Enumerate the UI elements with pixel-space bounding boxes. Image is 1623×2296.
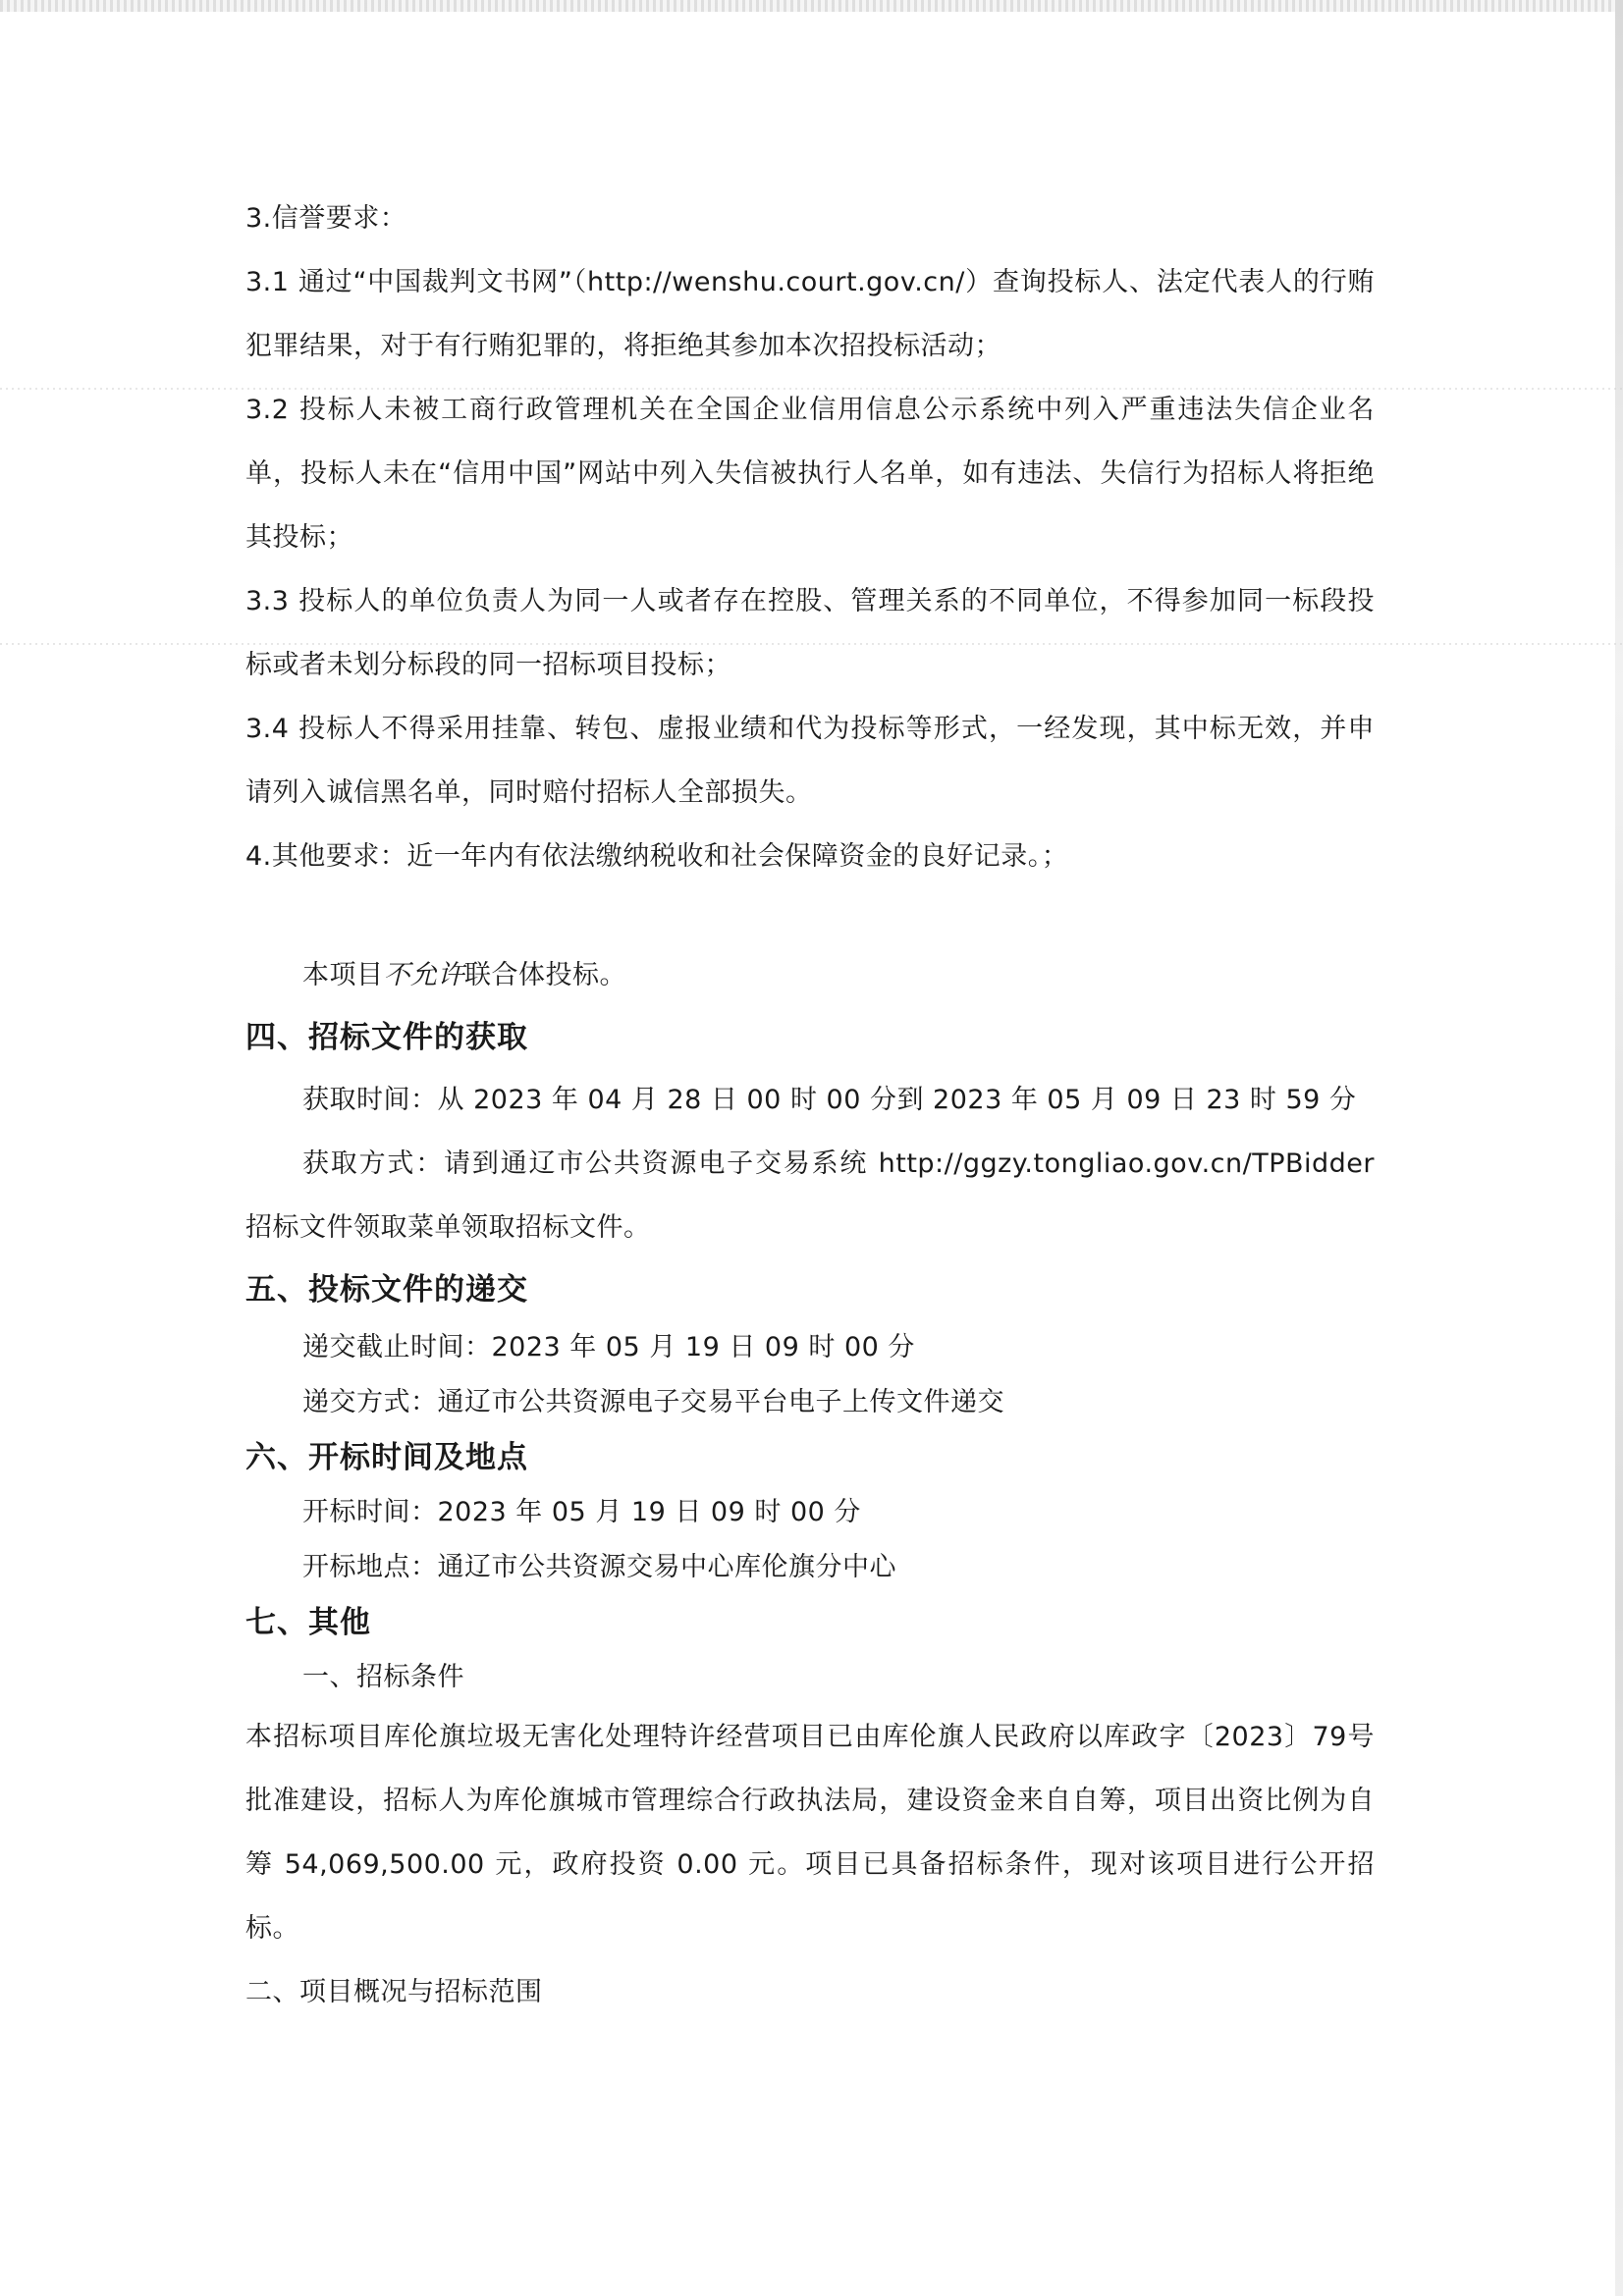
consortium-suffix: 联合体投标。 — [464, 960, 626, 990]
spacer — [245, 888, 1375, 943]
acquire-method: 获取方式：请到通辽市公共资源电子交易系统 http://ggzy.tongliao.gov.cn/TPBidder 招标文件领取菜单领取招标文件。 — [245, 1148, 1375, 1243]
clause-3-1: 3.1 通过“中国裁判文书网”（http://wenshu.court.gov.cn/）查询投标人、法定代表人的行贿犯罪结果，对于有行贿犯罪的，将拒绝其参加本次招投标活动； — [245, 267, 1375, 361]
section-3-title: 3.信誉要求： — [245, 203, 407, 234]
heading-section-6: 六、开标时间及地点 — [245, 1440, 528, 1475]
clause-3-2: 3.2 投标人未被工商行政管理机关在全国企业信用信息公示系统中列入严重违法失信企业名单，投标人未在“信用中国”网站中列入失信被执行人名单，如有违法、失信行为招标人将拒绝其投标； — [245, 395, 1375, 553]
clause-3-4: 3.4 投标人不得采用挂靠、转包、虚报业绩和代为投标等形式，一经发现，其中标无效，并申请列入诚信黑名单，同时赔付招标人全部损失。 — [245, 714, 1375, 808]
subheading-project-overview: 二、项目概况与招标范围 — [245, 1977, 543, 2007]
heading-section-7: 七、其他 — [245, 1605, 371, 1640]
heading-section-4: 四、招标文件的获取 — [245, 1020, 528, 1055]
scan-edge-top — [0, 0, 1623, 12]
clause-4-other: 4.其他要求：近一年内有依法缴纳税收和社会保障资金的良好记录。； — [245, 841, 1069, 872]
submit-method: 递交方式：通辽市公共资源电子交易平台电子上传文件递交 — [302, 1387, 1004, 1417]
clause-3-3: 3.3 投标人的单位负责人为同一人或者存在控股、管理关系的不同单位，不得参加同一标段投标或者未划分标段的同一招标项目投标； — [245, 586, 1375, 680]
opening-place: 开标地点：通辽市公共资源交易中心库伦旗分中心 — [302, 1552, 896, 1582]
bid-conditions-text: 本招标项目库伦旗垃圾无害化处理特许经营项目已由库伦旗人民政府以库政字〔2023〕79号批准建设，招标人为库伦旗城市管理综合行政执法局，建设资金来自自筹，项目出资比例为自筹 54,069,500.00 元，政府投资 0.00 元。项目已具备招标条件，现对该项目进行公开招标。 — [245, 1722, 1375, 1944]
consortium-prefix: 本项目 — [302, 960, 384, 990]
acquire-time: 获取时间：从 2023 年 04 月 28 日 00 时 00 分到 2023 年 05 月 09 日 23 时 59 分 — [302, 1085, 1357, 1115]
document-page — [245, 187, 1375, 2024]
subheading-bid-conditions: 一、招标条件 — [302, 1662, 464, 1692]
consortium-note — [245, 943, 1375, 1007]
opening-time: 开标时间：2023 年 05 月 19 日 09 时 00 分 — [302, 1497, 861, 1527]
submit-deadline: 递交截止时间：2023 年 05 月 19 日 09 时 00 分 — [302, 1332, 915, 1362]
heading-section-5: 五、投标文件的递交 — [245, 1272, 528, 1308]
scan-edge-right — [1615, 0, 1623, 2296]
consortium-emphasis: 不允许 — [383, 960, 464, 990]
